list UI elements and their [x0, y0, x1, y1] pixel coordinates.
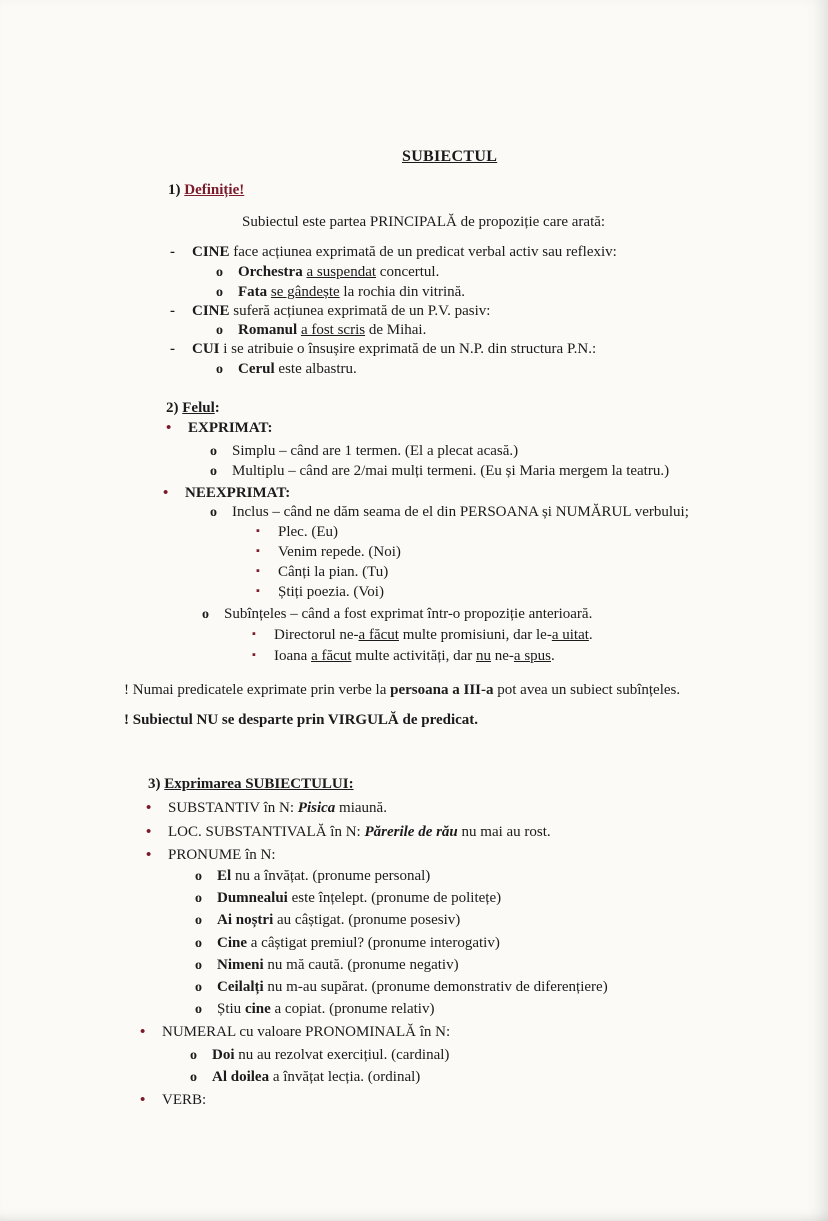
- square-bullet: [256, 582, 278, 603]
- page-title: SUBIECTUL: [402, 148, 498, 165]
- section-1-number: 1): [168, 182, 181, 198]
- expr-verb: •VERB:: [140, 1090, 206, 1110]
- square-bullet: [256, 522, 278, 543]
- section-2-title: Felul: [182, 400, 215, 416]
- dash-bullet: [170, 242, 192, 262]
- circle-bullet: [216, 282, 238, 303]
- definition-item-3: -CUI i se atribuie o însușire exprimată de un N.P. din structura P.N.:: [170, 339, 596, 359]
- bullet-dot: [146, 798, 168, 818]
- example-orchestra: oOrchestra a suspendat concertul.: [216, 262, 439, 283]
- numeral-ordinal: oAl doilea a învățat lecția. (ordinal): [190, 1067, 420, 1088]
- note-virgula: ! Subiectul NU se desparte prin VIRGULĂ de predicat.: [124, 712, 479, 728]
- square-bullet: [252, 646, 274, 667]
- pronume-posesiv: oAi noștri au câștigat. (pronume posesiv): [195, 910, 460, 931]
- bullet-dot: [163, 483, 185, 503]
- bullet-dot: [146, 845, 168, 865]
- circle-bullet: [190, 1067, 212, 1088]
- expr-pronume: •PRONUME în N:: [146, 845, 276, 865]
- section-1-heading: [168, 180, 244, 200]
- simplu-item: oSimplu – când are 1 termen. (El a plecat acasă.): [210, 441, 518, 462]
- section-1-title: Definiție!: [184, 182, 245, 198]
- square-bullet: [256, 542, 278, 563]
- expr-locutiune: •LOC. SUBSTANTIVALĂ în N: Părerile de rău nu mai au rost.: [146, 822, 551, 842]
- dash-bullet: [170, 339, 192, 359]
- definition-item-1: -CINE face acțiunea exprimată de un predicat verbal activ sau reflexiv:: [170, 242, 617, 262]
- section-2-number: 2): [166, 400, 179, 416]
- pronume-interogativ: oCine a câștigat premiul? (pronume interogativ): [195, 933, 500, 954]
- circle-bullet: [195, 910, 217, 931]
- inclus-example-4: ▪Știți poezia. (Voi): [256, 582, 384, 603]
- circle-bullet: [210, 461, 232, 482]
- circle-bullet: [216, 359, 238, 380]
- pronume-personal: oEl nu a învățat. (pronume personal): [195, 866, 430, 887]
- pronume-demonstrativ: oCeilalți nu m-au supărat. (pronume demonstrativ de diferențiere): [195, 977, 608, 998]
- expr-numeral: •NUMERAL cu valoare PRONOMINALĂ în N:: [140, 1022, 450, 1042]
- neexprimat-item: •NEEXPRIMAT:: [163, 483, 290, 503]
- square-bullet: [252, 625, 274, 646]
- expr-substantiv: •SUBSTANTIV în N: Pisica miaună.: [146, 798, 387, 818]
- circle-bullet: [210, 441, 232, 462]
- definition-item-2: -CINE suferă acțiunea exprimată de un P.V. pasiv:: [170, 301, 490, 321]
- example-cerul: oCerul este albastru.: [216, 359, 357, 380]
- square-bullet: [256, 562, 278, 583]
- subinteles-example-2: ▪Ioana a făcut multe activități, dar nu ne-a spus.: [252, 646, 555, 667]
- inclus-example-3: ▪Cânți la pian. (Tu): [256, 562, 388, 583]
- example-romanul: oRomanul a fost scris de Mihai.: [216, 320, 426, 341]
- circle-bullet: [202, 604, 224, 625]
- section-2-heading: 2) Felul:: [166, 400, 220, 416]
- inclus-item: oInclus – când ne dăm seama de el din PERSOANA și NUMĂRUL verbului;: [210, 502, 689, 523]
- note-persoana: ! Numai predicatele exprimate prin verbe la persoana a III-a pot avea un subiect subînțeles.: [124, 682, 681, 698]
- subinteles-example-1: ▪Directorul ne-a făcut multe promisiuni, dar le-a uitat.: [252, 625, 593, 646]
- circle-bullet: [195, 866, 217, 887]
- inclus-example-2: ▪Venim repede. (Noi): [256, 542, 401, 563]
- circle-bullet: [195, 933, 217, 954]
- numeral-cardinal: oDoi nu au rezolvat exercițiul. (cardinal): [190, 1045, 449, 1066]
- circle-bullet: [216, 320, 238, 341]
- subinteles-item: oSubînțeles – când a fost exprimat într-o propoziție anterioară.: [202, 604, 592, 625]
- circle-bullet: [195, 977, 217, 998]
- dash-bullet: [170, 301, 192, 321]
- circle-bullet: [190, 1045, 212, 1066]
- example-fata: oFata se gândește la rochia din vitrină.: [216, 282, 465, 303]
- circle-bullet: [216, 262, 238, 283]
- circle-bullet: [195, 888, 217, 909]
- bullet-dot: [140, 1090, 162, 1110]
- exprimat-item: •EXPRIMAT:: [166, 418, 272, 438]
- pronume-negativ: oNimeni nu mă caută. (pronume negativ): [195, 955, 459, 976]
- definition-intro: Subiectul este partea PRINCIPALĂ de propoziție care arată:: [242, 214, 606, 230]
- bullet-dot: [146, 822, 168, 842]
- inclus-example-1: ▪Plec. (Eu): [256, 522, 338, 543]
- bullet-dot: [140, 1022, 162, 1042]
- circle-bullet: [195, 999, 217, 1020]
- pronume-politete: oDumnealui este înțelept. (pronume de politețe): [195, 888, 501, 909]
- section-3-title: Exprimarea SUBIECTULUI:: [164, 776, 354, 792]
- section-3-number: 3): [148, 776, 161, 792]
- circle-bullet: [210, 502, 232, 523]
- section-3-heading: [148, 774, 354, 794]
- pronume-relativ: oȘtiu cine a copiat. (pronume relativ): [195, 999, 434, 1020]
- multiplu-item: oMultiplu – când are 2/mai mulți termeni. (Eu și Maria mergem la teatru.): [210, 461, 669, 482]
- bullet-dot: [166, 418, 188, 438]
- circle-bullet: [195, 955, 217, 976]
